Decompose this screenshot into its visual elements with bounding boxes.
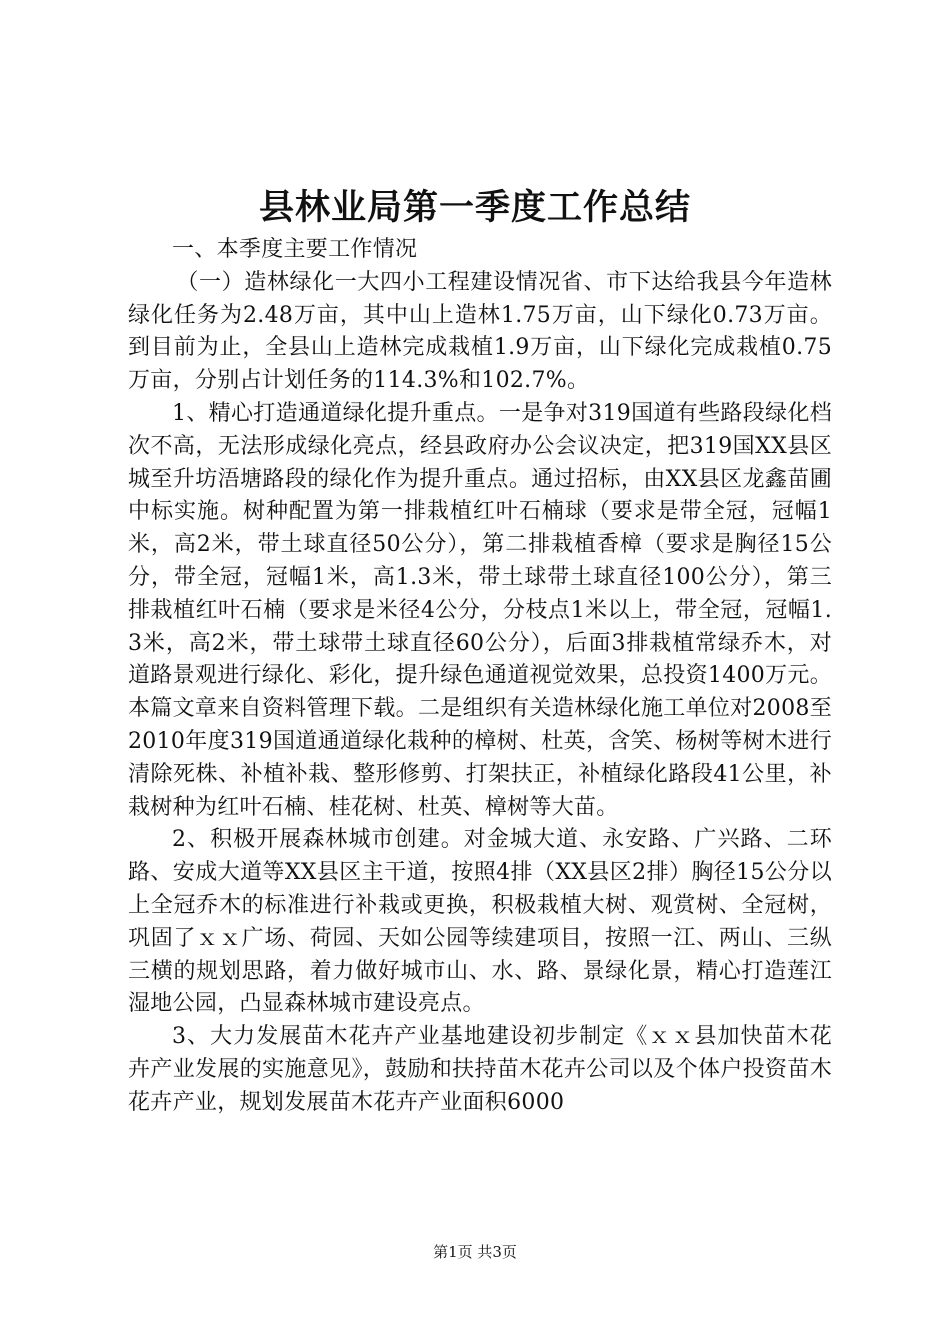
paragraph: 2、积极开展森林城市创建。对金城大道、永安路、广兴路、二环路、安成大道等XX县区主干道，按照4排（XX县区2排）胸径15公分以上全冠乔木的标准进行补栽或更换，积极栽植大树、观赏树、全冠树，巩固了ｘｘ广场、荷园、天如公园等续建项目，按照一江、两山、三纵三横的规划思路，着力做好城市山、水、路、景绿化景，精心打造莲江湿地公园，凸显森林城市建设亮点。 bbox=[128, 827, 832, 1017]
paragraph: （一）造林绿化一大四小工程建设情况省、市下达给我县今年造林绿化任务为2.48万亩，其中山上造林1.75万亩，山下绿化0.73万亩。到目前为止，全县山上造林完成栽植1.9万亩，山下绿化完成栽植0.75万亩，分别占计划任务的114.3%和102.7%。 bbox=[128, 269, 832, 394]
page-number-footer: 第1页 共3页 bbox=[433, 1243, 517, 1261]
paragraph: 3、大力发展苗木花卉产业基地建设初步制定《ｘｘ县加快苗木花卉产业发展的实施意见》，鼓励和扶持苗木花卉公司以及个体户投资苗木花卉产业，规划发展苗木花卉产业面积6000 bbox=[128, 1024, 832, 1115]
document-body bbox=[128, 234, 832, 1120]
paragraph: 1、精心打造通道绿化提升重点。一是争对319国道有些路段绿化档次不高，无法形成绿化亮点，经县政府办公会议决定，把319国XX县区城至升坊浯塘路段的绿化作为提升重点。通过招标，由XX县区龙鑫苗圃中标实施。树种配置为第一排栽植红叶石楠球（要求是带全冠，冠幅1米，高2米，带土球直径50公分），第二排栽植香樟（要求是胸径15公分，带全冠，冠幅1米，高1.3米，带土球带土球直径100公分），第三排栽植红叶石楠（要求是米径4公分，分枝点1米以上，带全冠，冠幅1.3米，高2米，带土球带土球直径60公分），后面3排栽植常绿乔木，对道路景观进行绿化、彩化，提升绿色通道视觉效果，总投资1400万元。本篇文章来自资料管理下载。二是组织有关造林绿化施工单位对2008至2010年度319国道通道绿化栽种的樟树、杜英，含笑、杨树等树木进行清除死株、补植补栽、整形修剪、打架扶正，补植绿化路段41公里，补栽树种为红叶石楠、桂花树、杜英、樟树等大苗。 bbox=[128, 400, 832, 820]
section-heading: 一、本季度主要工作情况 bbox=[172, 237, 418, 262]
document-title: 县林业局第一季度工作总结 bbox=[258, 188, 691, 228]
